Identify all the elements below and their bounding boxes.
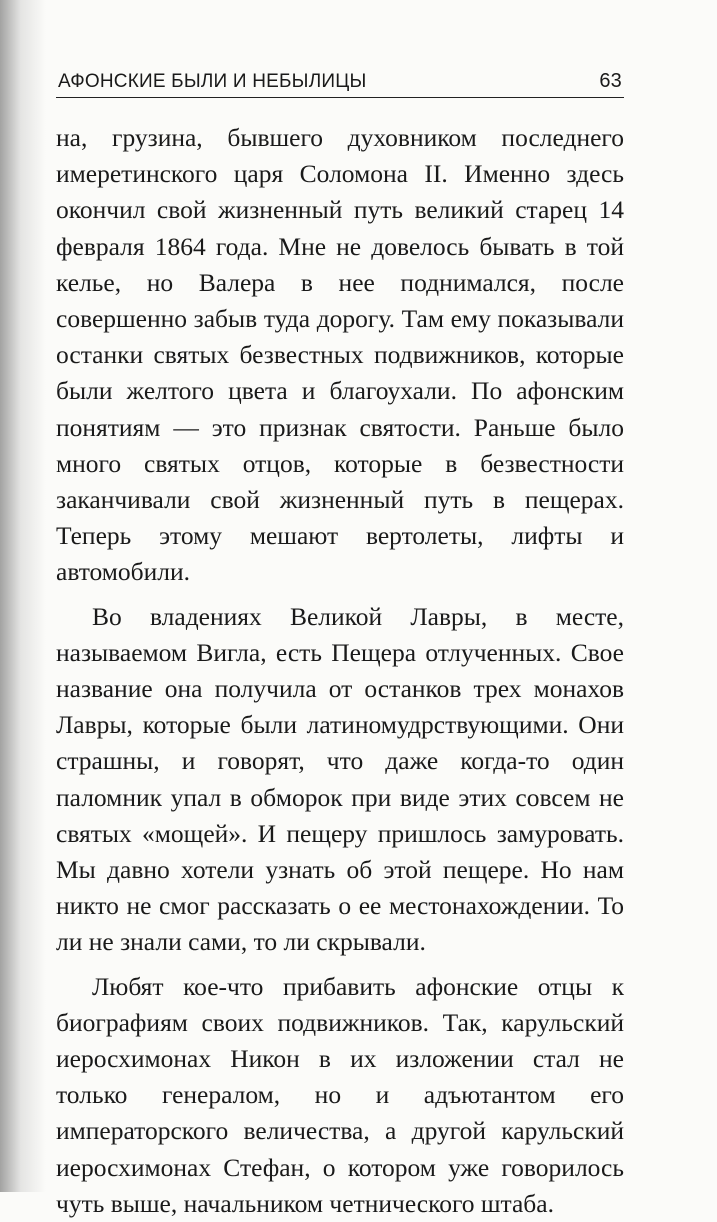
running-title: АФОНСКИЕ БЫЛИ И НЕБЫЛИЦЫ bbox=[58, 71, 367, 92]
running-header bbox=[56, 70, 624, 98]
paragraph-2: Во владениях Великой Лавры, в месте, называемом Вигла, есть Пещера отлученных. Свое название она получила от останков трех монахов Лавры, которые были латиномудрствующими. Они страшны, и говорят, что даже когда-то один паломник упал в обморок при виде этих совсем не святых «мощей». И пещеру пришлось замуровать. Мы давно хотели узнать об этой пещере. Но нам никто не смог рассказать о ее местонахождении. То ли не знали сами, то ли скрывали. bbox=[56, 601, 624, 957]
paragraph-3: Любят кое-что прибавить афонские отцы к биографиям своих подвижников. Так, карульский иеросхимонах Никон в их изложении стал не только генералом, но и адъютантом его императорского величества, а другой карульский иеросхимонах Стефан, о котором уже говорилось чуть выше, начальником четнического штаба. bbox=[56, 971, 624, 1218]
paragraph-1: на, грузина, бывшего духовником последнего имеретинского царя Соломона II. Именно здесь окончил свой жизненный путь великий старец 14 февраля 1864 года. Мне не довелось бывать в той келье, но Валера в нее поднимался, после совершенно забыв туда дорогу. Там ему показывали останки святых безвестных подвижников, которые были желтого цвета и благоухали. По афонским понятиям — это признак святости. Раньше было много святых отцов, которые в безвестности заканчивали свой жизненный путь в пещерах. Теперь этому мешают вертолеты, лифты и автомобили. bbox=[56, 123, 624, 587]
book-page bbox=[56, 70, 624, 1222]
page-number: 63 bbox=[599, 70, 622, 92]
text-body bbox=[56, 120, 624, 1222]
scan-edge-shadow bbox=[0, 0, 46, 1192]
